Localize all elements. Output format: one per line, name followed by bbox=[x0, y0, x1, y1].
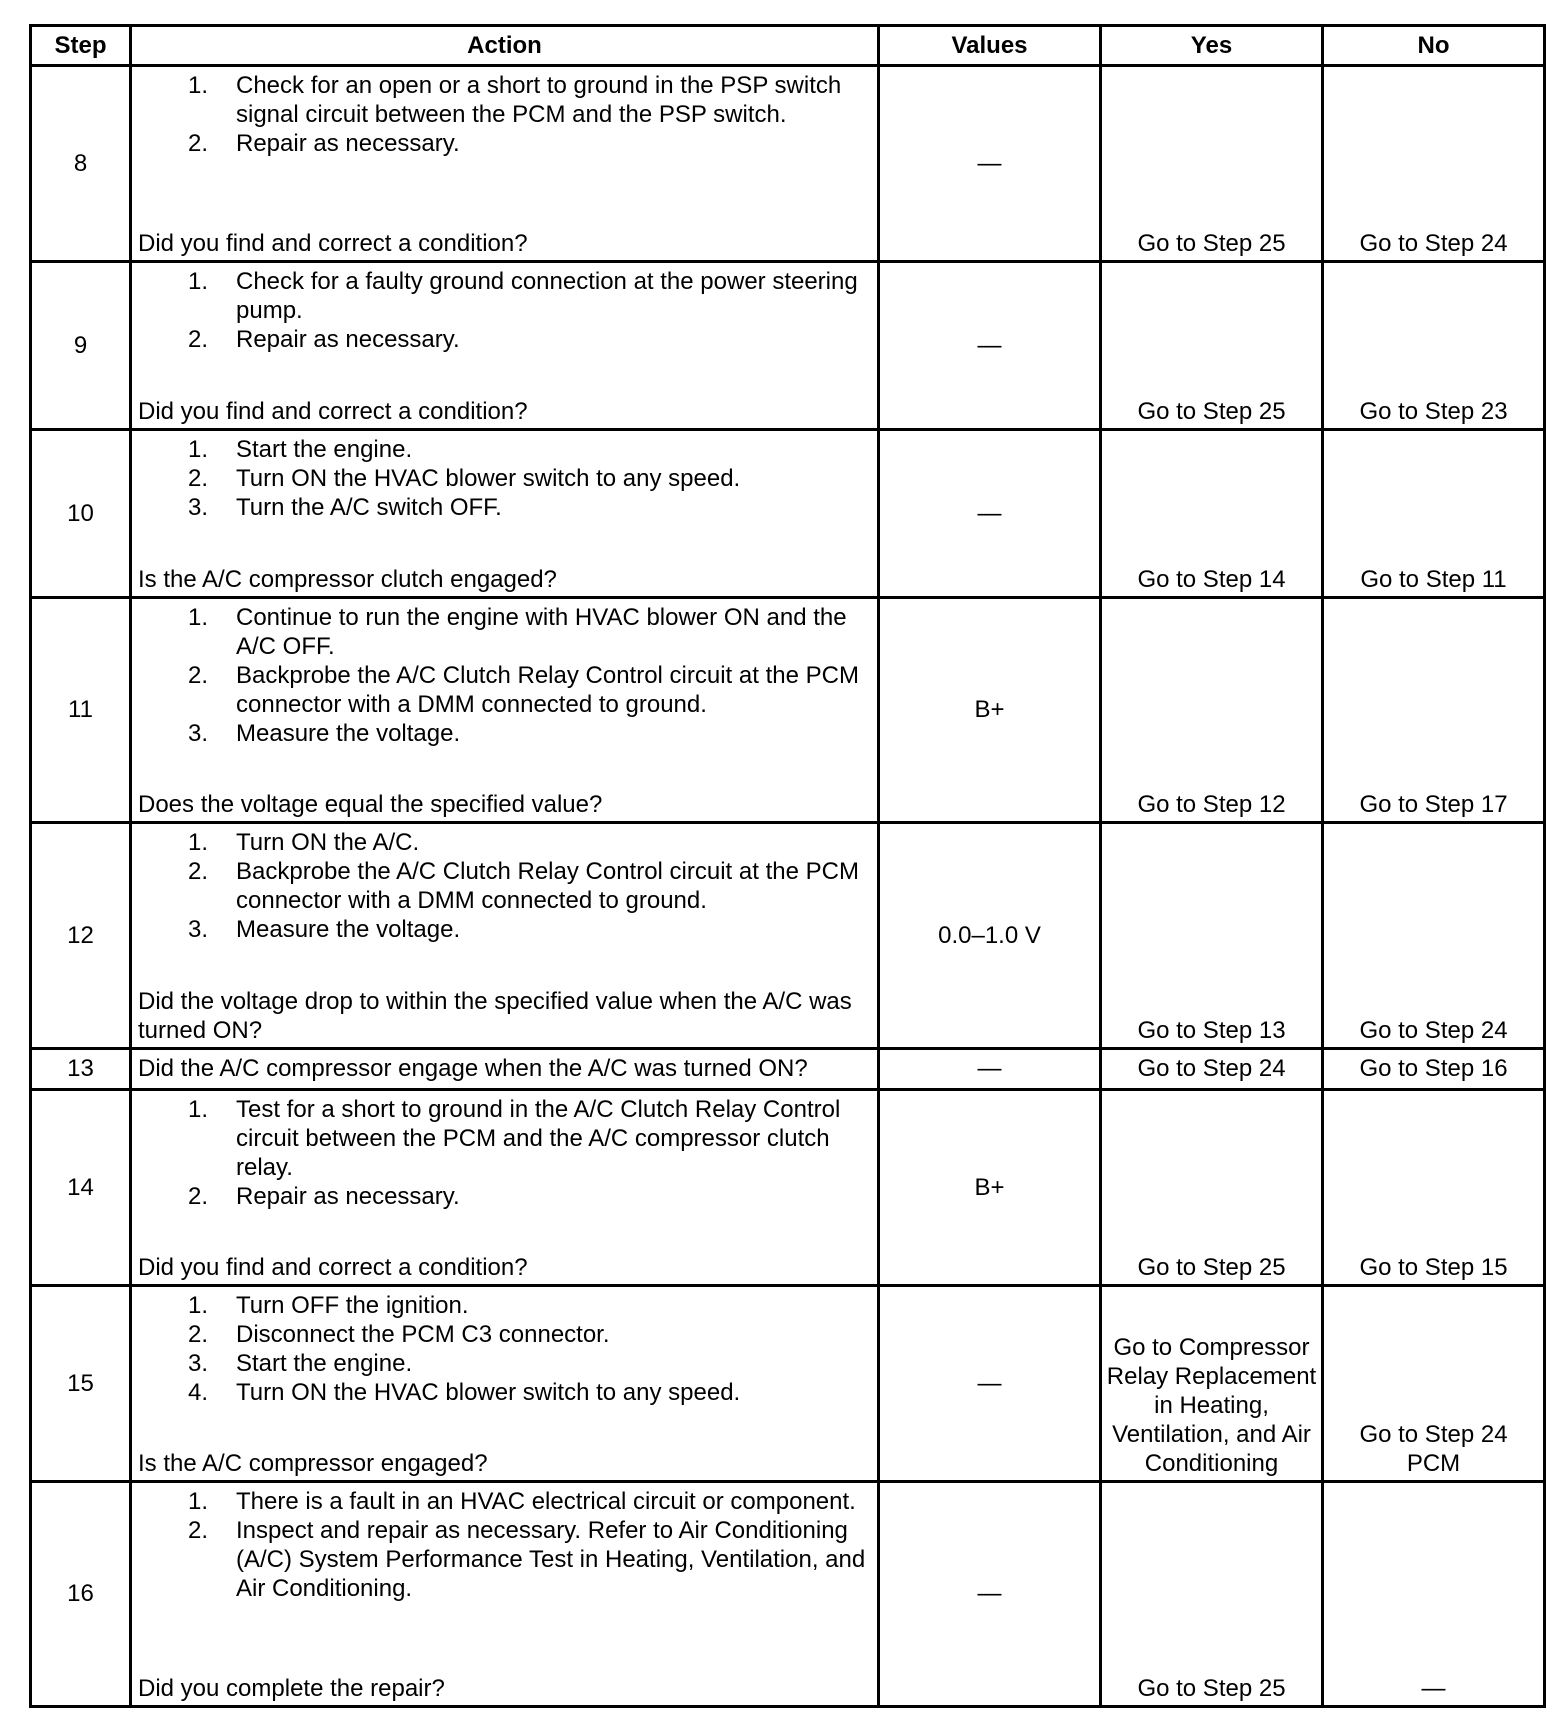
list-item: 1. Check for a faulty ground connection at the power steering pump. bbox=[188, 268, 858, 324]
action-cell bbox=[131, 262, 879, 430]
value-cell: B+ bbox=[879, 598, 1101, 823]
list-item: 1. Test for a short to ground in the A/C Clutch Relay Control circuit between the PCM and the A/C compressor clutch relay. bbox=[188, 1096, 841, 1181]
list-item: 2. Disconnect the PCM C3 connector. bbox=[188, 1321, 610, 1348]
no-link[interactable]: Go to Step 24 bbox=[1323, 823, 1545, 1049]
question-text: Does the voltage equal the specified value? bbox=[138, 791, 603, 818]
table-row bbox=[31, 1049, 1545, 1090]
list-item: 3. Start the engine. bbox=[188, 1350, 413, 1377]
question-text: Did the voltage drop to within the specified value when the A/C was turned ON? bbox=[138, 988, 852, 1044]
no-link[interactable]: Go to Step 17 bbox=[1323, 598, 1545, 823]
action-list bbox=[132, 267, 877, 354]
action-cell bbox=[131, 823, 879, 1049]
action-cell bbox=[131, 430, 879, 598]
value-cell: — bbox=[879, 262, 1101, 430]
step-number: 13 bbox=[31, 1049, 131, 1090]
no-link[interactable]: Go to Step 24 bbox=[1323, 66, 1545, 262]
no-value: — bbox=[1323, 1482, 1545, 1707]
action-list bbox=[132, 1487, 877, 1603]
list-item: 2. Turn ON the HVAC blower switch to any speed. bbox=[188, 465, 741, 492]
yes-link[interactable]: Go to Step 25 bbox=[1101, 262, 1323, 430]
list-item: 1. Turn ON the A/C. bbox=[188, 829, 420, 856]
value-cell: — bbox=[879, 1482, 1101, 1707]
header-no: No bbox=[1323, 26, 1545, 66]
step-number: 9 bbox=[31, 262, 131, 430]
action-cell bbox=[131, 1286, 879, 1482]
header-yes: Yes bbox=[1101, 26, 1323, 66]
list-item: 2. Backprobe the A/C Clutch Relay Control circuit at the PCM connector with a DMM connected to ground. bbox=[188, 662, 859, 718]
list-item: 1. There is a fault in an HVAC electrical circuit or component. bbox=[188, 1488, 856, 1515]
action-cell bbox=[131, 598, 879, 823]
list-item: 2. Inspect and repair as necessary. Refer to Air Conditioning (A/C) System Performance Test in Heating, Ventilation, and Air Conditioning. bbox=[188, 1517, 866, 1602]
action-list bbox=[132, 1095, 877, 1211]
question-text: Did you find and correct a condition? bbox=[138, 230, 528, 257]
no-link[interactable] bbox=[1323, 1286, 1545, 1482]
yes-link[interactable]: Go to Compressor Relay Replacement in Heating, Ventilation, and Air Conditioning bbox=[1101, 1286, 1323, 1482]
list-item: 2. Backprobe the A/C Clutch Relay Control circuit at the PCM connector with a DMM connected to ground. bbox=[188, 858, 859, 914]
list-item: 3. Measure the voltage. bbox=[188, 720, 461, 747]
action-list bbox=[132, 435, 877, 522]
table-row bbox=[31, 1090, 1545, 1286]
question-text: Did you complete the repair? bbox=[138, 1675, 445, 1702]
value-cell: B+ bbox=[879, 1090, 1101, 1286]
yes-link[interactable]: Go to Step 13 bbox=[1101, 823, 1323, 1049]
yes-link[interactable]: Go to Step 25 bbox=[1101, 66, 1323, 262]
list-item: 1. Continue to run the engine with HVAC blower ON and the A/C OFF. bbox=[188, 604, 847, 660]
yes-link[interactable]: Go to Step 25 bbox=[1101, 1090, 1323, 1286]
table-row bbox=[31, 823, 1545, 1049]
list-item: 2. Repair as necessary. bbox=[188, 130, 460, 157]
list-item: 1. Turn OFF the ignition. bbox=[188, 1292, 469, 1319]
table-row bbox=[31, 1286, 1545, 1482]
no-link-step: Go to Step 24 bbox=[1359, 1421, 1508, 1448]
action-cell bbox=[131, 1482, 879, 1707]
table-row bbox=[31, 262, 1545, 430]
step-number: 11 bbox=[31, 598, 131, 823]
value-cell: — bbox=[879, 66, 1101, 262]
yes-link[interactable]: Go to Step 25 bbox=[1101, 1482, 1323, 1707]
step-number: 10 bbox=[31, 430, 131, 598]
no-link[interactable]: Go to Step 23 bbox=[1323, 262, 1545, 430]
value-cell: — bbox=[879, 1286, 1101, 1482]
list-item: 1. Start the engine. bbox=[188, 436, 413, 463]
table-row bbox=[31, 66, 1545, 262]
action-list bbox=[132, 828, 877, 944]
no-link-pcm[interactable]: PCM bbox=[1406, 1450, 1461, 1477]
no-link[interactable]: Go to Step 11 bbox=[1323, 430, 1545, 598]
action-cell bbox=[131, 66, 879, 262]
yes-link[interactable]: Go to Step 12 bbox=[1101, 598, 1323, 823]
list-item: 3. Turn the A/C switch OFF. bbox=[188, 494, 502, 521]
list-item: 2. Repair as necessary. bbox=[188, 1183, 460, 1210]
action-list bbox=[132, 603, 877, 748]
step-number: 14 bbox=[31, 1090, 131, 1286]
header-values: Values bbox=[879, 26, 1101, 66]
list-item: 1. Check for an open or a short to ground in the PSP switch signal circuit between the PCM and the PSP switch. bbox=[188, 72, 842, 128]
header-action: Action bbox=[131, 26, 879, 66]
value-cell: — bbox=[879, 1049, 1101, 1090]
table-row bbox=[31, 598, 1545, 823]
question-text: Did the A/C compressor engage when the A/C was turned ON? bbox=[131, 1049, 879, 1090]
value-cell: — bbox=[879, 430, 1101, 598]
no-link[interactable]: Go to Step 16 bbox=[1323, 1049, 1545, 1090]
question-text: Is the A/C compressor clutch engaged? bbox=[138, 566, 557, 593]
question-text: Is the A/C compressor engaged? bbox=[138, 1450, 488, 1477]
table-row bbox=[31, 430, 1545, 598]
header-step: Step bbox=[31, 26, 131, 66]
question-text: Did you find and correct a condition? bbox=[138, 1254, 528, 1281]
no-link[interactable]: Go to Step 15 bbox=[1323, 1090, 1545, 1286]
value-cell: 0.0–1.0 V bbox=[879, 823, 1101, 1049]
diagnostic-table bbox=[29, 24, 1546, 1708]
step-number: 15 bbox=[31, 1286, 131, 1482]
step-number: 8 bbox=[31, 66, 131, 262]
step-number: 16 bbox=[31, 1482, 131, 1707]
action-list bbox=[132, 1291, 877, 1407]
yes-link[interactable]: Go to Step 14 bbox=[1101, 430, 1323, 598]
table-row bbox=[31, 1482, 1545, 1707]
list-item: 4. Turn ON the HVAC blower switch to any speed. bbox=[188, 1379, 741, 1406]
question-text: Did you find and correct a condition? bbox=[138, 398, 528, 425]
step-number: 12 bbox=[31, 823, 131, 1049]
action-cell bbox=[131, 1090, 879, 1286]
list-item: 2. Repair as necessary. bbox=[188, 326, 460, 353]
list-item: 3. Measure the voltage. bbox=[188, 916, 461, 943]
action-list bbox=[132, 71, 877, 158]
header-row bbox=[31, 26, 1545, 66]
yes-link[interactable]: Go to Step 24 bbox=[1101, 1049, 1323, 1090]
